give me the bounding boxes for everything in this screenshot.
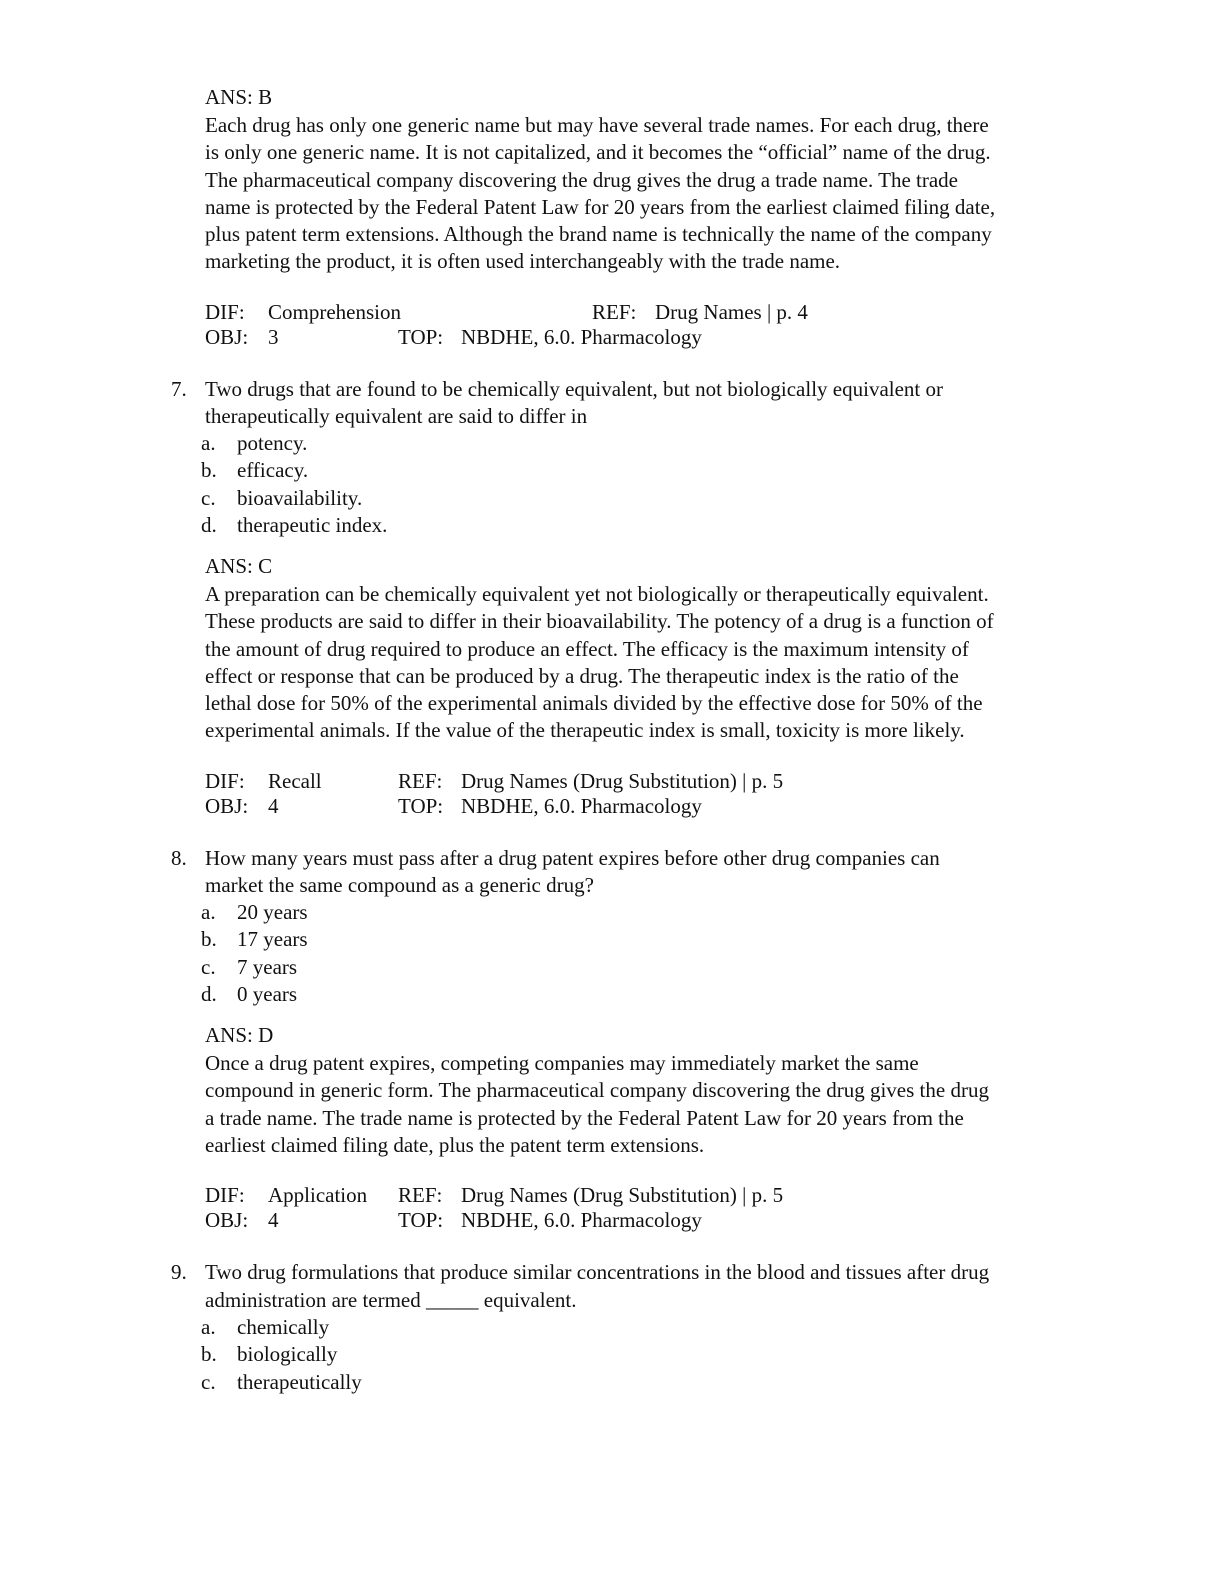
answer-q8: ANS: D bbox=[205, 1023, 274, 1047]
option-text: therapeutically bbox=[237, 1370, 362, 1394]
meta-row-obj-q7: OBJ: 4 TOP: NBDHE, 6.0. Pharmacology bbox=[205, 794, 702, 818]
option-text: 0 years bbox=[237, 982, 298, 1006]
option-letter: c. bbox=[201, 486, 216, 510]
question-stem: Two drugs that are found to be chemically equivalent, but not biologically equivalent or bbox=[205, 377, 943, 401]
question-stem: administration are termed _____ equivalent. bbox=[205, 1288, 577, 1312]
option-letter: c. bbox=[201, 955, 216, 979]
option-text: therapeutic index. bbox=[237, 513, 388, 537]
option-letter: d. bbox=[201, 982, 217, 1006]
rationale-q7: A preparation can be chemically equivalent yet not biologically or therapeutically equivalent. These products are said to differ in their bioavailability. The potency of a drug is a function of the amount of drug required to produce an effect. The efficacy is the maximum intensity of effect or response that can be produced by a drug. The therapeutic index is the ratio of the lethal dose for 50% of the experimental animals divided by the effective dose for 50% of the experimental animals. If the value of the therapeutic index is small, toxicity is more likely. bbox=[205, 582, 994, 743]
rationale-q6: Each drug has only one generic name but may have several trade names. For each drug, there is only one generic name. It is not capitalized, and it becomes the “official” name of the drug. The pharmaceutical company discovering the drug gives the drug a trade name. The trade name is protected by the Federal Patent Law for 20 years from the earliest claimed filing date, plus patent term extensions. Although the brand name is technically the name of the company marketing the product, it is often used interchangeably with the trade name. bbox=[205, 113, 996, 274]
question-stem: Two drug formulations that produce similar concentrations in the blood and tissues after drug bbox=[205, 1260, 990, 1284]
option-text: potency. bbox=[237, 431, 308, 455]
option-text: 7 years bbox=[237, 955, 298, 979]
rationale-q8: Once a drug patent expires, competing companies may immediately market the same compound in generic form. The pharmaceutical company discovering the drug gives the drug a trade name. The trade name is protected by the Federal Patent Law for 20 years from the earliest claimed filing date, plus the patent term extensions. bbox=[205, 1051, 989, 1157]
option-letter: a. bbox=[201, 900, 216, 924]
option-text: chemically bbox=[237, 1315, 330, 1339]
answer-q7: ANS: C bbox=[205, 554, 273, 578]
option-letter: b. bbox=[201, 927, 217, 951]
option-letter: a. bbox=[201, 1315, 216, 1339]
meta-row-dif-q6: DIF: Comprehension REF: Drug Names | p. 4 bbox=[205, 300, 808, 324]
option-letter: a. bbox=[201, 431, 216, 455]
option-text: bioavailability. bbox=[237, 486, 363, 510]
option-text: 20 years bbox=[237, 900, 308, 924]
question-number: 9. bbox=[171, 1260, 187, 1284]
option-text: biologically bbox=[237, 1342, 338, 1366]
option-letter: b. bbox=[201, 1342, 217, 1366]
question-number: 8. bbox=[171, 846, 187, 870]
option-text: efficacy. bbox=[237, 458, 309, 482]
question-stem: market the same compound as a generic drug? bbox=[205, 873, 594, 897]
meta-row-dif-q7: DIF: Recall REF: Drug Names (Drug Substitution) | p. 5 bbox=[205, 769, 784, 793]
meta-row-dif-q8: DIF: Application REF: Drug Names (Drug Substitution) | p. 5 bbox=[205, 1183, 784, 1207]
answer-q6: ANS: B bbox=[205, 85, 273, 109]
option-letter: c. bbox=[201, 1370, 216, 1394]
question-number: 7. bbox=[171, 377, 187, 401]
option-letter: d. bbox=[201, 513, 217, 537]
option-letter: b. bbox=[201, 458, 217, 482]
option-text: 17 years bbox=[237, 927, 308, 951]
meta-row-obj-q8: OBJ: 4 TOP: NBDHE, 6.0. Pharmacology bbox=[205, 1208, 702, 1232]
question-stem: How many years must pass after a drug patent expires before other drug companies can bbox=[205, 846, 940, 870]
question-stem: therapeutically equivalent are said to differ in bbox=[205, 404, 588, 428]
meta-row-obj-q6: OBJ: 3 TOP: NBDHE, 6.0. Pharmacology bbox=[205, 325, 702, 349]
